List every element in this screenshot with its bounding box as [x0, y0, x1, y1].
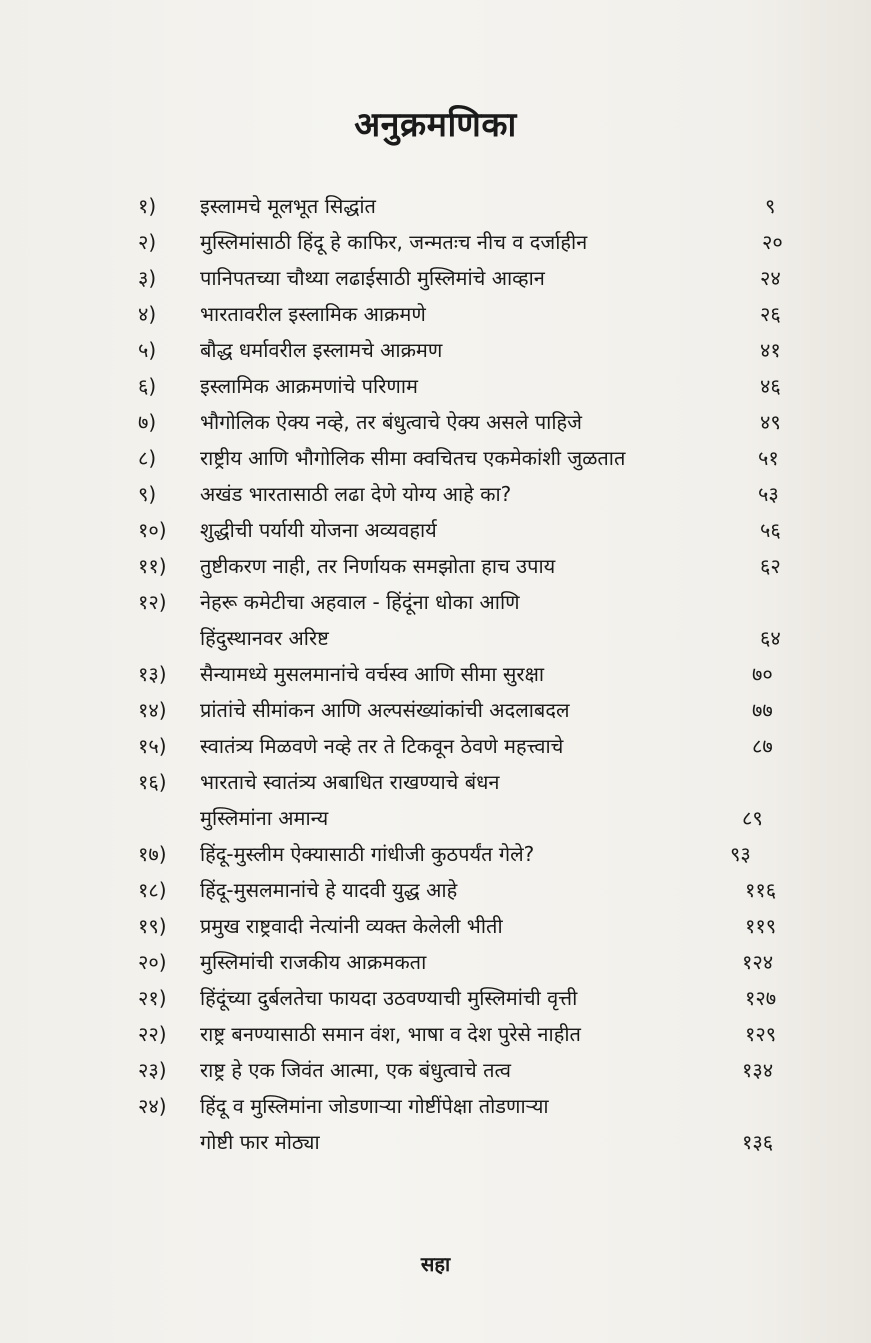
toc-entry: [0, 944, 871, 980]
toc-entry-title: प्रांतांचे सीमांकन आणि अल्पसंख्यांकांची अदलाबदल: [200, 698, 570, 722]
toc-entry-number: २३): [138, 1058, 167, 1082]
toc-entry-number: २४): [138, 1094, 167, 1118]
toc-entry-number: १६): [138, 770, 167, 794]
toc-entry-title: मुस्लिमांची राजकीय आक्रमकता: [200, 950, 427, 974]
toc-entry-title: भारतावरील इस्लामिक आक्रमणे: [200, 302, 426, 326]
toc-entry: [0, 368, 871, 404]
toc-entry-title: पानिपतच्या चौथ्या लढाईसाठी मुस्लिमांचे आव्हान: [200, 266, 545, 290]
toc-entry-title: मुस्लिमांना अमान्य: [200, 806, 329, 830]
toc-entry-title: गोष्टी फार मोठ्या: [200, 1130, 320, 1154]
toc-entry: [0, 692, 871, 728]
toc-entry-page: १३६: [742, 1130, 774, 1154]
toc-entry: [0, 908, 871, 944]
toc-entry-page: २६: [760, 302, 781, 326]
toc-entry-page: २४: [760, 266, 781, 290]
toc-entry-number: १५): [138, 734, 167, 758]
toc-entry-page: ११९: [745, 914, 777, 938]
toc-entry-title: इस्लामचे मूलभूत सिद्धांत: [200, 194, 376, 218]
toc-entry: [0, 224, 871, 260]
toc-entry-page: २०: [762, 230, 783, 254]
toc-entry: [0, 764, 871, 800]
toc-entry-number: ४): [138, 302, 157, 326]
toc-entry-number: ५): [138, 338, 157, 362]
toc-entry: [0, 260, 871, 296]
toc-entry-number: १३): [138, 662, 167, 686]
toc-entry-title: स्वातंत्र्य मिळवणे नव्हे तर ते टिकवून ठेवणे महत्त्वाचे: [200, 734, 564, 758]
toc-entry-page: ४९: [760, 410, 781, 434]
toc-entry-page: ११६: [745, 878, 777, 902]
toc-entry-title: मुस्लिमांसाठी हिंदू हे काफिर, जन्मतःच नीच व दर्जाहीन: [200, 230, 588, 254]
toc-entry: [0, 836, 871, 872]
toc-entry-number: १२): [138, 590, 167, 614]
toc-entry-title: भौगोलिक ऐक्य नव्हे, तर बंधुत्वाचे ऐक्य असले पाहिजे: [200, 410, 582, 434]
toc-entry: [0, 620, 871, 656]
toc-entry: [0, 404, 871, 440]
toc-entry-number: १८): [138, 878, 167, 902]
toc-entry-page: १२९: [745, 1022, 777, 1046]
toc-entry-page: ६४: [760, 626, 781, 650]
toc-entry-number: २१): [138, 986, 167, 1010]
toc-entry: [0, 584, 871, 620]
toc-entry-page: ४१: [760, 338, 781, 362]
toc-entry: [0, 332, 871, 368]
toc-entry: [0, 476, 871, 512]
toc-entry-title: अखंड भारतासाठी लढा देणे योग्य आहे का?: [200, 482, 512, 506]
toc-entry: [0, 1088, 871, 1124]
toc-entry-title: तुष्टीकरण नाही, तर निर्णायक समझोता हाच उपाय: [200, 554, 556, 578]
toc-entry-title: इस्लामिक आक्रमणांचे परिणाम: [200, 374, 418, 398]
toc-entry-title: राष्ट्रीय आणि भौगोलिक सीमा क्वचितच एकमेकांशी जुळतात: [200, 446, 626, 470]
toc-entry-title: राष्ट्र बनण्यासाठी समान वंश, भाषा व देश पुरेसे नाहीत: [200, 1022, 581, 1046]
toc-entry-page: १२४: [742, 950, 774, 974]
toc-entry-page: ४६: [760, 374, 781, 398]
toc-entry-page: ५३: [758, 482, 779, 506]
toc-entry-number: ३): [138, 266, 157, 290]
toc-entry-page: ९: [765, 194, 776, 218]
toc-entry-number: ६): [138, 374, 157, 398]
toc-entry-number: ११): [138, 554, 167, 578]
toc-entry-title: हिंदू-मुसलमानांचे हे यादवी युद्ध आहे: [200, 878, 458, 902]
toc-entry: [0, 872, 871, 908]
toc-entry-number: १७): [138, 842, 167, 866]
page-footer: सहा: [420, 1252, 451, 1276]
toc-entry: [0, 980, 871, 1016]
toc-entry-title: राष्ट्र हे एक जिवंत आत्मा, एक बंधुत्वाचे तत्व: [200, 1058, 511, 1082]
toc-entry: [0, 656, 871, 692]
toc-entry-title: हिंदू-मुस्लीम ऐक्यासाठी गांधीजी कुठपर्यंत गेले?: [200, 842, 535, 866]
toc-entry-title: नेहरू कमेटीचा अहवाल - हिंदूंना धोका आणि: [200, 590, 520, 614]
toc-entry: [0, 1124, 871, 1160]
toc-entry: [0, 296, 871, 332]
toc-entry: [0, 440, 871, 476]
toc-entry-number: ९): [138, 482, 157, 506]
toc-entry: [0, 188, 871, 224]
toc-entry: [0, 1016, 871, 1052]
page-title: अनुक्रमणिका: [354, 105, 517, 145]
toc-entry-page: ७०: [752, 662, 773, 686]
toc-entry-page: ८७: [752, 734, 773, 758]
toc-entry-number: १९): [138, 914, 167, 938]
toc-entry-page: ७७: [752, 698, 773, 722]
toc-entry: [0, 800, 871, 836]
toc-entry-number: ८): [138, 446, 157, 470]
toc-entry-number: ७): [138, 410, 157, 434]
toc-entry-number: १४): [138, 698, 167, 722]
toc-entry-number: १): [138, 194, 157, 218]
toc-entry: [0, 548, 871, 584]
toc-entry-page: ५६: [760, 518, 781, 542]
toc-entry: [0, 512, 871, 548]
toc-entry-number: २२): [138, 1022, 167, 1046]
toc-entry: [0, 728, 871, 764]
toc-entry-page: ५१: [758, 446, 779, 470]
toc-entry-title: शुद्धीची पर्यायी योजना अव्यवहार्य: [200, 518, 437, 542]
toc-entry-number: २): [138, 230, 157, 254]
toc-entry-number: १०): [138, 518, 167, 542]
toc-entry-page: ९३: [730, 842, 751, 866]
toc-entry-title: हिंदुस्थानवर अरिष्ट: [200, 626, 329, 650]
toc-entry-page: ८९: [742, 806, 763, 830]
toc-entry-page: १२७: [745, 986, 777, 1010]
toc-entry-title: बौद्ध धर्मावरील इस्लामचे आक्रमण: [200, 338, 443, 362]
toc-entry-title: सैन्यामध्ये मुसलमानांचे वर्चस्व आणि सीमा सुरक्षा: [200, 662, 545, 686]
toc-entry: [0, 1052, 871, 1088]
toc-entry-title: हिंदूंच्या दुर्बलतेचा फायदा उठवण्याची मुस्लिमांची वृत्ती: [200, 986, 578, 1010]
toc-entry-number: २०): [138, 950, 167, 974]
toc-entry-title: प्रमुख राष्ट्रवादी नेत्यांनी व्यक्त केलेली भीती: [200, 914, 503, 938]
toc-entry-title: हिंदू व मुस्लिमांना जोडणाऱ्या गोष्टींपेक्षा तोडणाऱ्या: [200, 1094, 549, 1118]
toc-entry-title: भारताचे स्वातंत्र्य अबाधित राखण्याचे बंधन: [200, 770, 500, 794]
toc-entry-page: ६२: [760, 554, 781, 578]
toc-entry-page: १३४: [742, 1058, 774, 1082]
